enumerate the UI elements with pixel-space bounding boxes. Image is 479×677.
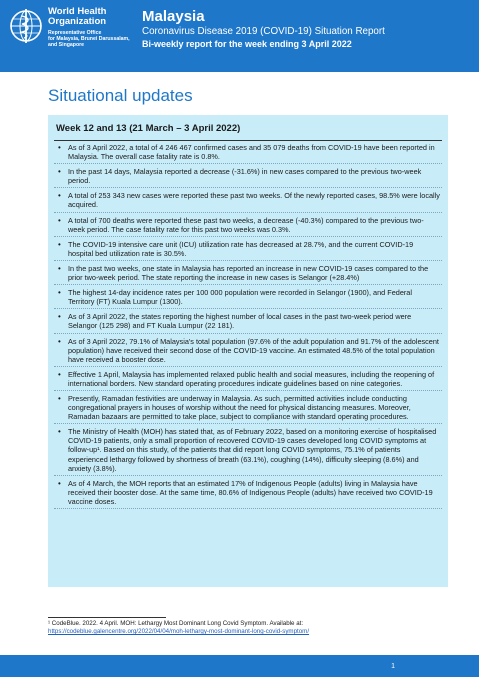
bullet-divider [54,333,442,334]
bullet-divider [54,284,442,285]
bullet-list [48,143,448,512]
bullet-divider [54,390,442,391]
bullet-divider [54,187,442,188]
bullet-item: • As of 3 April 2022, a total of 4 246 467 confirmed cases and 35 079 deaths from COVID-19 have been reported in Malaysia. The overall case fatality rate is 0.8%. [48,143,448,161]
box-heading: Week 12 and 13 (21 March – 3 April 2022) [56,123,241,134]
org-sub-line2: for Malaysia, Brunei Darussalam, [48,36,130,43]
report-country: Malaysia [142,8,205,25]
bullet-item: • The Ministry of Health (MOH) has stated that, as of February 2022, based on a monitoring exercise of hospitalised COVID-19 patients, only a small proportion of recovered COVID-19 cases developed long COVID symptoms at follow-up¹. Based on this study, of the patients that did report long COVID symptoms, 75.1% of patients experienced lethargy followed by shortness of breath (63.1%), coughing (14%), difficulty sleeping (8.6%) and anxiety (3.8%). [48,427,448,472]
page-number: 1 [391,663,395,670]
bullet-divider [54,163,442,164]
bullet-item: • Presently, Ramadan festivities are underway in Malaysia. As such, permitted activities include conducting congregational prayers in houses of worship without the need for physical distancing measures. Moreover, Ramadan bazaars are permitted to take place, subject to compliance with standard operating procedures. [48,394,448,421]
report-period: Bi-weekly report for the week ending 3 April 2022 [142,39,352,49]
report-footer [0,655,479,677]
bullet-item: • A total of 253 343 new cases were reported these past two weeks. Of the newly reported cases, 98.5% were locally acquired. [48,191,448,209]
org-sub-line3: and Singapore [48,42,85,49]
who-emblem-icon [6,6,46,46]
bullet-item: • In the past two weeks, one state in Malaysia has reported an increase in new COVID-19 cases compared to the prior two-week period. The state reporting the increase in new cases is Selangor (+28.4%) [48,264,448,282]
org-name-line2: Organization [48,16,107,27]
bullet-divider [54,475,442,476]
bullet-item: • As of 4 March, the MOH reports that an estimated 17% of Indigenous People (adults) living in Malaysia have received their booster dose. At the same time, 80.6% of Indigenous People (adults) have received two COVID-19 vaccine doses. [48,479,448,506]
bullet-divider [54,308,442,309]
footnote-divider [48,617,166,618]
bullet-item: • In the past 14 days, Malaysia reported a decrease (-31.6%) in new cases compared to the previous two-week period. [48,167,448,185]
org-sub-line1: Representative Office [48,30,102,36]
bullet-divider [54,508,442,509]
bullet-item: • The highest 14-day incidence rates per 100 000 population were recorded in Selangor (1900), and Federal Territory (FT) Kuala Lumpur (1300). [48,288,448,306]
bullet-item: • Effective 1 April, Malaysia has implemented relaxed public health and social measures, including the reopening of international borders. New standard operating procedures indicate guidelines based on nine categories. [48,370,448,388]
bullet-divider [54,236,442,237]
report-title: Coronavirus Disease 2019 (COVID-19) Situation Report [142,26,385,37]
bullet-divider [54,423,442,424]
footnote-link[interactable]: https://codeblue.galencentre.org/2022/04/04/moh-lethargy-most-dominant-long-covid-symptom/ [48,628,310,635]
situational-updates-box [48,115,448,587]
footnote-text: ¹ CodeBlue. 2022. 4 April. MOH: Lethargy Most Dominant Long Covid Symptom. Available at: [48,620,304,627]
bullet-item: • As of 3 April 2022, the states reporting the highest number of local cases in the past two-week period were Selangor (125 298) and FT Kuala Lumpur (22 181). [48,312,448,330]
section-title: Situational updates [48,86,193,105]
bullet-divider [54,212,442,213]
org-name-line1: World Health [48,6,107,17]
bullet-divider [54,260,442,261]
bullet-divider [54,366,442,367]
report-header [0,0,479,72]
bullet-item: • As of 3 April 2022, 79.1% of Malaysia's total population (97.6% of the adult population and 91.7% of the adolescent population) have received their second dose of the COVID-19 vaccine. An estimated 48.5% of the total population have received a booster dose. [48,337,448,364]
bullet-item: • The COVID-19 intensive care unit (ICU) utilization rate has decreased at 28.7%, and the current COVID-19 hospital bed utilization rate is 30.5%. [48,240,448,258]
bullet-item: • A total of 700 deaths were reported these past two weeks, a decrease (-40.3%) compared to the previous two-week period. The case fatality rate for this past two weeks was 0.3%. [48,216,448,234]
footnote [48,620,458,636]
heading-divider [54,140,442,141]
